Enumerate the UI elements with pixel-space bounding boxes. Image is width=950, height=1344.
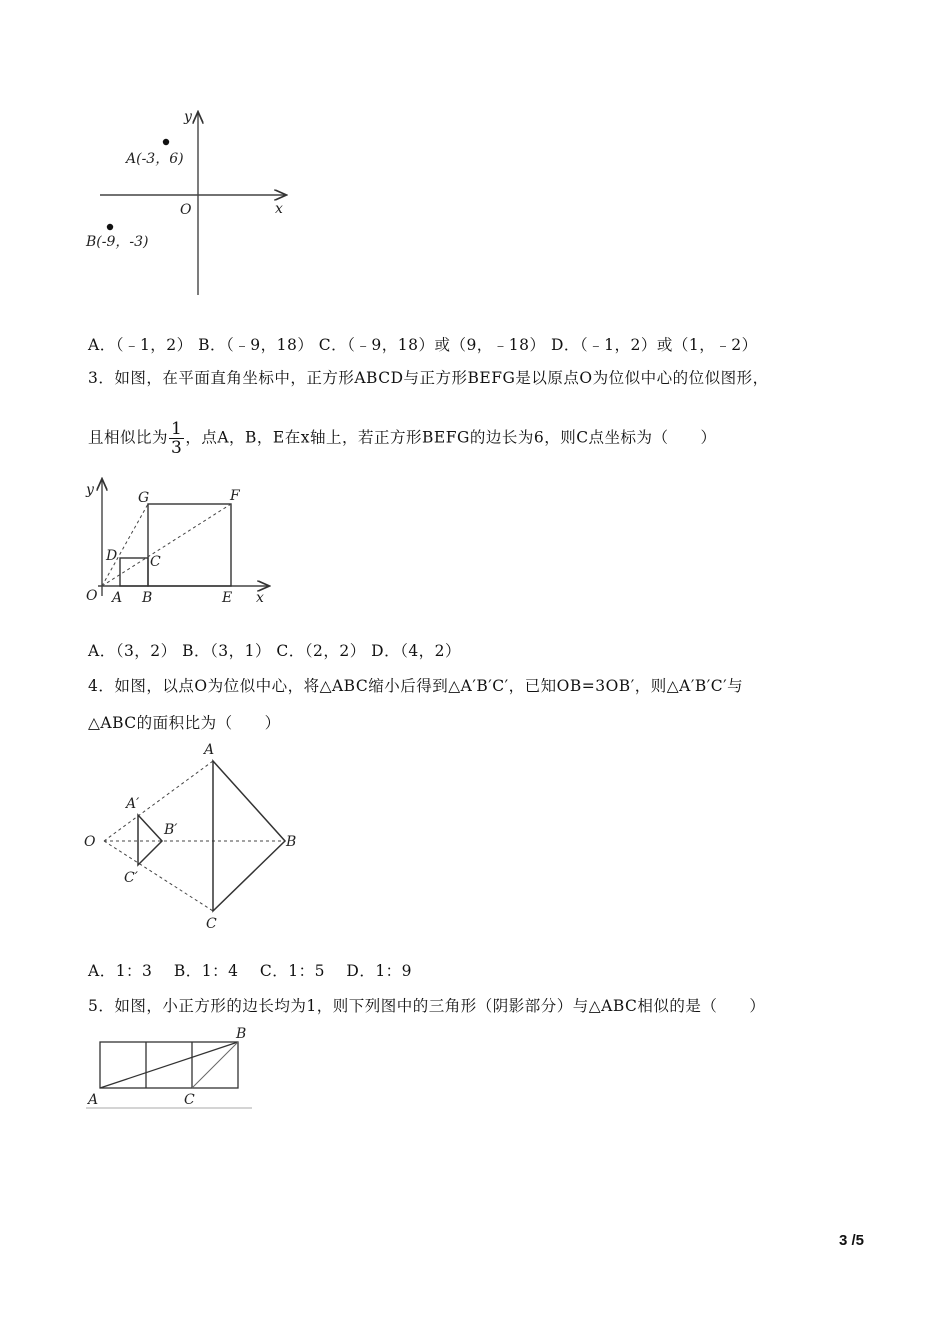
- b-label: B: [236, 1026, 247, 1042]
- dashed-o-f: [102, 504, 231, 586]
- triangle-abc: [213, 761, 285, 911]
- q3-text-line1: 3．如图，在平面直角坐标中，正方形ABCD与正方形BEFG是以原点O为位似中心的位似图形，: [88, 369, 769, 387]
- dashed-o-a: [104, 761, 213, 841]
- q3-text-line2: [88, 420, 717, 457]
- segment-ab: [100, 1042, 238, 1088]
- c-label: C: [150, 554, 161, 570]
- ratio-denominator: 3: [171, 438, 183, 458]
- y-label: y: [86, 482, 94, 498]
- triangle-a1b1c1: [138, 815, 162, 865]
- x-axis-label: x: [275, 201, 283, 217]
- q5-grid-figure: [80, 1024, 260, 1114]
- dashed-o-c: [104, 841, 213, 911]
- q3-line2-pre: 且相似比为: [88, 428, 169, 447]
- ratio-fraction: [169, 420, 184, 457]
- a-label: A: [112, 590, 123, 606]
- origin-label: O: [180, 202, 192, 218]
- c-label: C: [184, 1092, 195, 1108]
- page-number: 3 /5: [838, 1232, 864, 1249]
- point-a-label: A(-3，6): [126, 151, 184, 167]
- point-b-label: B(-9，-3): [86, 234, 149, 250]
- d-label: D: [106, 548, 118, 564]
- q3-options: A．（3，2） B．（3，1） C．（2，2） D．（4，2）: [88, 642, 462, 660]
- segment-cb: [192, 1042, 238, 1088]
- q3-line2-post: ，点A，B，E在x轴上，若正方形BEFG的边长为6，则C点坐标为（ ）: [185, 428, 717, 447]
- g-label: G: [138, 490, 150, 506]
- a-label: A: [88, 1092, 99, 1108]
- e-label: E: [222, 590, 233, 606]
- o-label: O: [86, 588, 98, 604]
- q5-text-line1: 5．如图，小正方形的边长均为1，则下列图中的三角形（阴影部分）与△ABC相似的是（ ）: [88, 997, 766, 1015]
- y-axis-label: y: [184, 109, 192, 125]
- a-label: A: [204, 742, 215, 758]
- q2-coordinate-figure: [80, 105, 310, 305]
- q2-options: A．（﹣1，2） B．（﹣9，18） C．（﹣9，18）或（9，﹣18） D．（﹣1，2）或（1，﹣2）: [88, 336, 758, 354]
- q4-text-line1: 4．如图，以点O为位似中心，将△ABC缩小后得到△A′B′C′，已知OB=3OB′，则△A′B′C′与: [88, 677, 744, 695]
- c-label: C: [206, 916, 217, 932]
- q4-homothety-figure: [80, 738, 310, 938]
- square-befg: [148, 504, 231, 586]
- o-label: O: [84, 834, 96, 850]
- b-prime-label: B′: [164, 822, 178, 838]
- q3-squares-figure: [80, 478, 280, 608]
- point-b: [107, 224, 113, 230]
- point-a: [163, 139, 169, 145]
- b-label: B: [286, 834, 297, 850]
- c-prime-label: C′: [124, 870, 138, 886]
- ratio-numerator: 1: [171, 419, 183, 439]
- q4-options: A．1：3 B．1：4 C．1：5 D．1：9: [88, 962, 413, 980]
- b-label: B: [142, 590, 153, 606]
- a-prime-label: A′: [126, 796, 140, 812]
- q4-text-line2: △ABC的面积比为（ ）: [88, 714, 281, 732]
- x-label: x: [256, 590, 264, 606]
- dashed-o-g: [102, 504, 148, 586]
- f-label: F: [230, 488, 240, 504]
